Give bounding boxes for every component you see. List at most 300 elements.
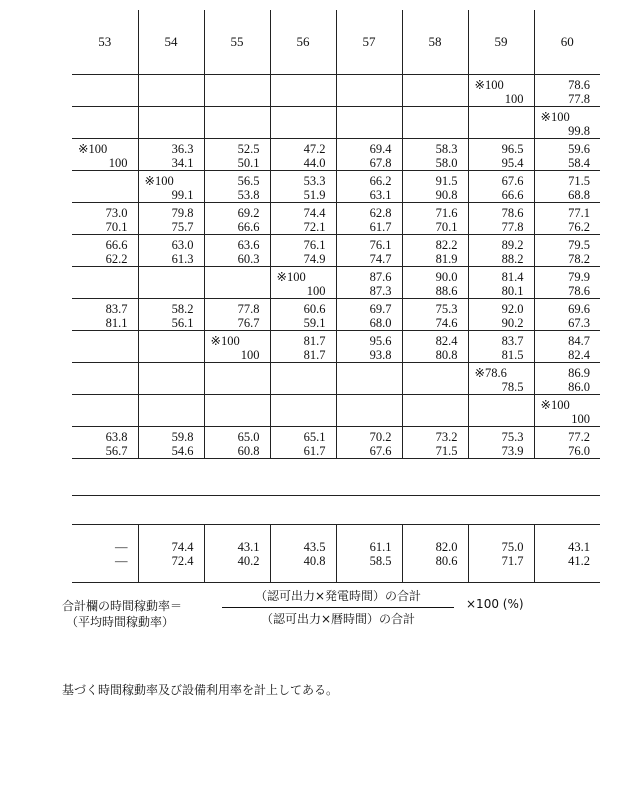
cell-value-marked [76, 142, 128, 156]
table-cell [402, 395, 468, 427]
table-cell [204, 75, 270, 107]
cell-value-top: 59.6 [568, 142, 590, 156]
cell-value-top: 63.8 [105, 430, 128, 444]
cell-value-marked [539, 110, 591, 124]
table-cell [534, 75, 600, 107]
table-cell [336, 299, 402, 331]
cell-value-bottom: 74.7 [369, 252, 392, 266]
table-cell [468, 395, 534, 427]
table-cell [138, 363, 204, 395]
cell-value-bottom: 66.6 [237, 220, 260, 234]
cell-value-bottom: 61.7 [369, 220, 392, 234]
table-cell [534, 395, 600, 427]
cell-value-bottom: 100 [571, 412, 590, 426]
table-cell [534, 331, 600, 363]
cell-value-top: 70.2 [369, 430, 392, 444]
table-cell [204, 171, 270, 203]
formula-left-sublabel: （平均時間稼動率） [66, 615, 175, 629]
cell-value-top: 75.3 [435, 302, 458, 316]
cell-value-marked [143, 174, 194, 188]
cell-value-bottom: 60.8 [237, 444, 260, 458]
table-row [72, 75, 600, 107]
cell-value-top: 73.0 [105, 206, 128, 220]
cell-value-top: 73.2 [435, 430, 458, 444]
table-cell [72, 363, 138, 395]
cell-value-bottom: 60.3 [237, 252, 260, 266]
spacer-cell [72, 496, 138, 525]
cell-value-bottom: 95.4 [501, 156, 524, 170]
cell-value-top: 95.6 [369, 334, 392, 348]
cell-value-top: 77.2 [568, 430, 590, 444]
spacer-cell [270, 459, 336, 496]
table-cell [138, 171, 204, 203]
cell-value-bottom: 58.5 [369, 553, 392, 568]
cell-value-marked [473, 78, 524, 92]
table-row [72, 395, 600, 427]
table-cell [138, 427, 204, 459]
cell-value-bottom: 56.7 [105, 444, 128, 458]
cell-value-top: 100 [484, 78, 504, 92]
table-cell [402, 299, 468, 331]
table-cell [72, 235, 138, 267]
spacer-cell [138, 496, 204, 525]
table-cell [204, 363, 270, 395]
table-cell [138, 235, 204, 267]
column-header: 56 [270, 10, 336, 75]
cell-value-bottom: 80.1 [501, 284, 524, 298]
table-cell [402, 427, 468, 459]
cell-value-bottom: 40.2 [237, 553, 260, 568]
cell-value-bottom: 99.1 [171, 188, 194, 202]
cell-value-top: 61.1 [369, 539, 392, 554]
cell-value-bottom: 80.6 [435, 553, 458, 568]
cell-value-bottom: 40.8 [303, 553, 326, 568]
table-cell [138, 107, 204, 139]
table-cell [468, 75, 534, 107]
cell-value-bottom: 51.9 [303, 188, 326, 202]
cell-value-bottom: 50.1 [237, 156, 260, 170]
table-cell [204, 525, 270, 583]
table-cell [270, 331, 336, 363]
column-header: 60 [534, 10, 600, 75]
spacer-cell [336, 496, 402, 525]
formula-denominator: （認可出力×暦時間）の合計 [260, 612, 416, 626]
cell-value-top: 43.1 [237, 539, 260, 554]
spacer-cell [270, 496, 336, 525]
cell-value-bottom: 67.6 [369, 444, 392, 458]
cell-value-top: 65.1 [303, 430, 326, 444]
table-cell [402, 235, 468, 267]
cell-value-bottom: 63.1 [369, 188, 392, 202]
table-cell [138, 395, 204, 427]
table-cell [402, 139, 468, 171]
table-cell [534, 427, 600, 459]
table-cell [336, 235, 402, 267]
table-cell [138, 75, 204, 107]
table-cell [72, 299, 138, 331]
cell-value-bottom: 53.8 [237, 188, 260, 202]
cell-value-marked [275, 270, 326, 284]
spacer-cell [534, 496, 600, 525]
cell-value-top: 84.7 [568, 334, 590, 348]
table-cell [204, 203, 270, 235]
table-cell [72, 427, 138, 459]
table-cell [204, 331, 270, 363]
cell-value-bottom: 100 [108, 156, 128, 170]
formula-fraction [222, 587, 454, 627]
reference-mark: ※ [276, 270, 287, 284]
cell-value-top: 79.5 [568, 238, 590, 252]
table-cell [204, 299, 270, 331]
table-cell [336, 427, 402, 459]
cell-value-bottom: 72.4 [171, 553, 194, 568]
cell-value-bottom: 88.2 [501, 252, 524, 266]
cell-value-top: 76.1 [303, 238, 326, 252]
cell-value-top: 96.5 [501, 142, 524, 156]
cell-value-top: 43.1 [568, 539, 590, 554]
reference-mark: ※ [78, 142, 89, 156]
table-row [72, 235, 600, 267]
cell-value-top: 53.3 [303, 174, 326, 188]
table-cell [468, 525, 534, 583]
spacer-cell [336, 459, 402, 496]
table-cell [270, 299, 336, 331]
cell-value-bottom: 73.9 [501, 444, 524, 458]
table-cell [534, 107, 600, 139]
cell-value-top: 90.0 [435, 270, 458, 284]
reference-mark: ※ [210, 334, 221, 348]
cell-value-top: 75.0 [501, 539, 524, 554]
cell-value-top: 58.2 [171, 302, 194, 316]
cell-value-top: 100 [154, 174, 174, 188]
cell-value-bottom: 100 [306, 284, 326, 298]
cell-value-marked [539, 398, 591, 412]
spacer-cell [534, 459, 600, 496]
table-cell [138, 267, 204, 299]
reference-mark: ※ [540, 110, 551, 124]
table-cell [468, 331, 534, 363]
cell-value-bottom: 90.8 [435, 188, 458, 202]
cell-value-bottom: 99.8 [568, 124, 590, 138]
table-cell [468, 139, 534, 171]
table-cell [204, 267, 270, 299]
table-cell [402, 267, 468, 299]
cell-value-bottom: 74.9 [303, 252, 326, 266]
cell-value-bottom: 81.9 [435, 252, 458, 266]
table-cell [270, 107, 336, 139]
spacer-cell [468, 459, 534, 496]
table-cell [534, 267, 600, 299]
table-cell [468, 203, 534, 235]
table-cell [270, 75, 336, 107]
cell-value-bottom: 78.6 [568, 284, 590, 298]
table-cell [402, 331, 468, 363]
cell-value-top: 92.0 [501, 302, 524, 316]
table-row [72, 363, 600, 395]
table-cell [534, 171, 600, 203]
table-cell [270, 139, 336, 171]
cell-value-top: 62.8 [369, 206, 392, 220]
table-cell [336, 331, 402, 363]
cell-value-top: 89.2 [501, 238, 524, 252]
table-cell [270, 267, 336, 299]
cell-value-bottom: 78.5 [501, 380, 524, 394]
footnote: 基づく時間稼動率及び設備利用率を計上してある。 [62, 683, 339, 697]
cell-value-bottom: 100 [240, 348, 260, 362]
table-cell [138, 299, 204, 331]
cell-value-bottom: 70.1 [435, 220, 458, 234]
cell-value-top: 82.0 [435, 539, 458, 554]
cell-value-bottom: 70.1 [105, 220, 128, 234]
cell-value-top: 100 [550, 110, 570, 124]
cell-value-top: 78.6 [568, 78, 590, 92]
column-header: 57 [336, 10, 402, 75]
table-cell [402, 171, 468, 203]
cell-value-bottom: 66.6 [501, 188, 524, 202]
spacer-cell [204, 459, 270, 496]
cell-value-bottom: 68.0 [369, 316, 392, 330]
spacer-cell [72, 459, 138, 496]
cell-value-marked [209, 334, 260, 348]
table-cell [402, 363, 468, 395]
cell-value-top: 66.2 [369, 174, 392, 188]
cell-value-bottom: 61.3 [171, 252, 194, 266]
cell-value-bottom: 59.1 [303, 316, 326, 330]
table-cell [270, 203, 336, 235]
table-cell [336, 75, 402, 107]
cell-value-top: 77.1 [568, 206, 590, 220]
cell-value-bottom: 67.8 [369, 156, 392, 170]
table-cell [138, 139, 204, 171]
cell-value-top: 74.4 [303, 206, 326, 220]
cell-value-top: 71.5 [568, 174, 590, 188]
cell-value-bottom: 87.3 [369, 284, 392, 298]
table-cell [336, 363, 402, 395]
table-row [72, 171, 600, 203]
header-row [72, 10, 600, 75]
cell-value-bottom: 81.7 [303, 348, 326, 362]
cell-value-bottom: 58.0 [435, 156, 458, 170]
table-cell [534, 139, 600, 171]
formula-multiplier: ×100 (%) [466, 597, 524, 611]
table-cell [402, 203, 468, 235]
table-cell [402, 75, 468, 107]
table-cell [270, 235, 336, 267]
cell-value-top: 78.6 [484, 366, 507, 380]
cell-value-top: 81.4 [501, 270, 524, 284]
table-cell [270, 171, 336, 203]
table-cell [204, 427, 270, 459]
cell-value-top: 69.2 [237, 206, 260, 220]
cell-value-bottom: 67.3 [568, 316, 590, 330]
cell-value-top: 77.8 [237, 302, 260, 316]
cell-value-bottom: 88.6 [435, 284, 458, 298]
cell-value-bottom: 56.1 [171, 316, 194, 330]
spacer-cell [138, 459, 204, 496]
cell-value-bottom: 76.7 [237, 316, 260, 330]
total-row [72, 525, 600, 583]
cell-value-top: 69.4 [369, 142, 392, 156]
column-header: 59 [468, 10, 534, 75]
cell-value-bottom: 81.1 [105, 316, 128, 330]
cell-value-bottom: 90.2 [501, 316, 524, 330]
table-cell [534, 235, 600, 267]
table-cell [336, 139, 402, 171]
table-cell [72, 203, 138, 235]
formula-left-label: 合計欄の時間稼動率＝ [62, 599, 183, 613]
column-header: 54 [138, 10, 204, 75]
cell-value-top: 100 [88, 142, 108, 156]
table-cell [336, 525, 402, 583]
reference-mark: ※ [474, 78, 485, 92]
table-cell [534, 203, 600, 235]
table-cell [336, 395, 402, 427]
cell-value-top: 59.8 [171, 430, 194, 444]
cell-value-bottom: 77.8 [501, 220, 524, 234]
utilization-table [72, 10, 600, 583]
cell-value-top: 100 [220, 334, 240, 348]
table-row [72, 139, 600, 171]
table-cell [72, 171, 138, 203]
cell-value-top: 65.0 [237, 430, 260, 444]
cell-value-top: 36.3 [171, 142, 194, 156]
table-cell [204, 139, 270, 171]
cell-value-bottom: 41.2 [568, 553, 590, 568]
cell-value-top: 47.2 [303, 142, 326, 156]
cell-value-top: 58.3 [435, 142, 458, 156]
table-cell [468, 299, 534, 331]
cell-value-bottom: 82.4 [568, 348, 590, 362]
table-cell [336, 171, 402, 203]
reference-mark: ※ [144, 174, 155, 188]
column-header: 53 [72, 10, 138, 75]
cell-value-bottom: 74.6 [435, 316, 458, 330]
table-cell [534, 525, 600, 583]
table-cell [534, 363, 600, 395]
cell-value-top: 78.6 [501, 206, 524, 220]
spacer-cell [402, 496, 468, 525]
cell-value-top: 83.7 [501, 334, 524, 348]
table-cell [468, 107, 534, 139]
table-cell [72, 107, 138, 139]
cell-value-top: 43.5 [303, 539, 326, 554]
table-row [72, 331, 600, 363]
cell-value-top: 76.1 [369, 238, 392, 252]
cell-value-bottom: 81.5 [501, 348, 524, 362]
cell-value-bottom: 86.0 [568, 380, 590, 394]
cell-value-bottom: 71.7 [501, 553, 524, 568]
table-cell [270, 395, 336, 427]
cell-value-top: 100 [286, 270, 306, 284]
table-cell [204, 235, 270, 267]
cell-value-bottom: — [115, 553, 128, 568]
cell-value-bottom: 71.5 [435, 444, 458, 458]
cell-value-bottom: 72.1 [303, 220, 326, 234]
table-cell [534, 299, 600, 331]
table-cell [72, 75, 138, 107]
cell-value-top: 79.9 [568, 270, 590, 284]
cell-value-top: 79.8 [171, 206, 194, 220]
cell-value-top: 81.7 [303, 334, 326, 348]
cell-value-top: 91.5 [435, 174, 458, 188]
cell-value-bottom: 80.8 [435, 348, 458, 362]
cell-value-top: 83.7 [105, 302, 128, 316]
table-row [72, 267, 600, 299]
table-row [72, 107, 600, 139]
cell-value-top: 82.2 [435, 238, 458, 252]
cell-value-bottom: 100 [504, 92, 524, 106]
table-cell [468, 235, 534, 267]
cell-value-top: 60.6 [303, 302, 326, 316]
table-cell [72, 395, 138, 427]
cell-value-top: 87.6 [369, 270, 392, 284]
table-cell [138, 331, 204, 363]
column-header: 55 [204, 10, 270, 75]
cell-value-top: 67.6 [501, 174, 524, 188]
cell-value-top: 63.6 [237, 238, 260, 252]
cell-value-bottom: 61.7 [303, 444, 326, 458]
cell-value-top: 74.4 [171, 539, 194, 554]
table-row [72, 427, 600, 459]
cell-value-marked [473, 366, 524, 380]
spacer-row [72, 496, 600, 525]
table-cell [468, 427, 534, 459]
cell-value-bottom: 77.8 [568, 92, 590, 106]
spacer-cell [204, 496, 270, 525]
table-cell [72, 139, 138, 171]
cell-value-top: 71.6 [435, 206, 458, 220]
spacer-cell [468, 496, 534, 525]
table-cell [204, 107, 270, 139]
table-cell [402, 525, 468, 583]
spacer-cell [402, 459, 468, 496]
cell-value-bottom: 34.1 [171, 156, 194, 170]
cell-value-top: 56.5 [237, 174, 260, 188]
cell-value-top: 52.5 [237, 142, 260, 156]
table-cell [138, 203, 204, 235]
formula-numerator: （認可出力×発電時間）の合計 [254, 589, 422, 603]
cell-value-bottom: 76.0 [568, 444, 590, 458]
table-cell [72, 331, 138, 363]
table-cell [402, 107, 468, 139]
table-cell [336, 267, 402, 299]
cell-value-top: 82.4 [435, 334, 458, 348]
table-cell [468, 363, 534, 395]
reference-mark: ※ [474, 366, 485, 380]
table-row [72, 203, 600, 235]
table-cell [270, 363, 336, 395]
table-cell [468, 267, 534, 299]
table-cell [204, 395, 270, 427]
cell-value-top: 66.6 [105, 238, 128, 252]
table-cell [270, 427, 336, 459]
cell-value-top: 75.3 [501, 430, 524, 444]
table-cell [336, 107, 402, 139]
cell-value-bottom: 62.2 [105, 252, 128, 266]
cell-value-top: — [115, 539, 128, 554]
column-header: 58 [402, 10, 468, 75]
cell-value-bottom: 44.0 [303, 156, 326, 170]
cell-value-bottom: 76.2 [568, 220, 590, 234]
cell-value-top: 100 [550, 398, 570, 412]
table-row [72, 299, 600, 331]
cell-value-bottom: 58.4 [568, 156, 590, 170]
cell-value-top: 69.6 [568, 302, 590, 316]
cell-value-top: 86.9 [568, 366, 590, 380]
cell-value-top: 63.0 [171, 238, 194, 252]
table-cell [336, 203, 402, 235]
cell-value-bottom: 93.8 [369, 348, 392, 362]
